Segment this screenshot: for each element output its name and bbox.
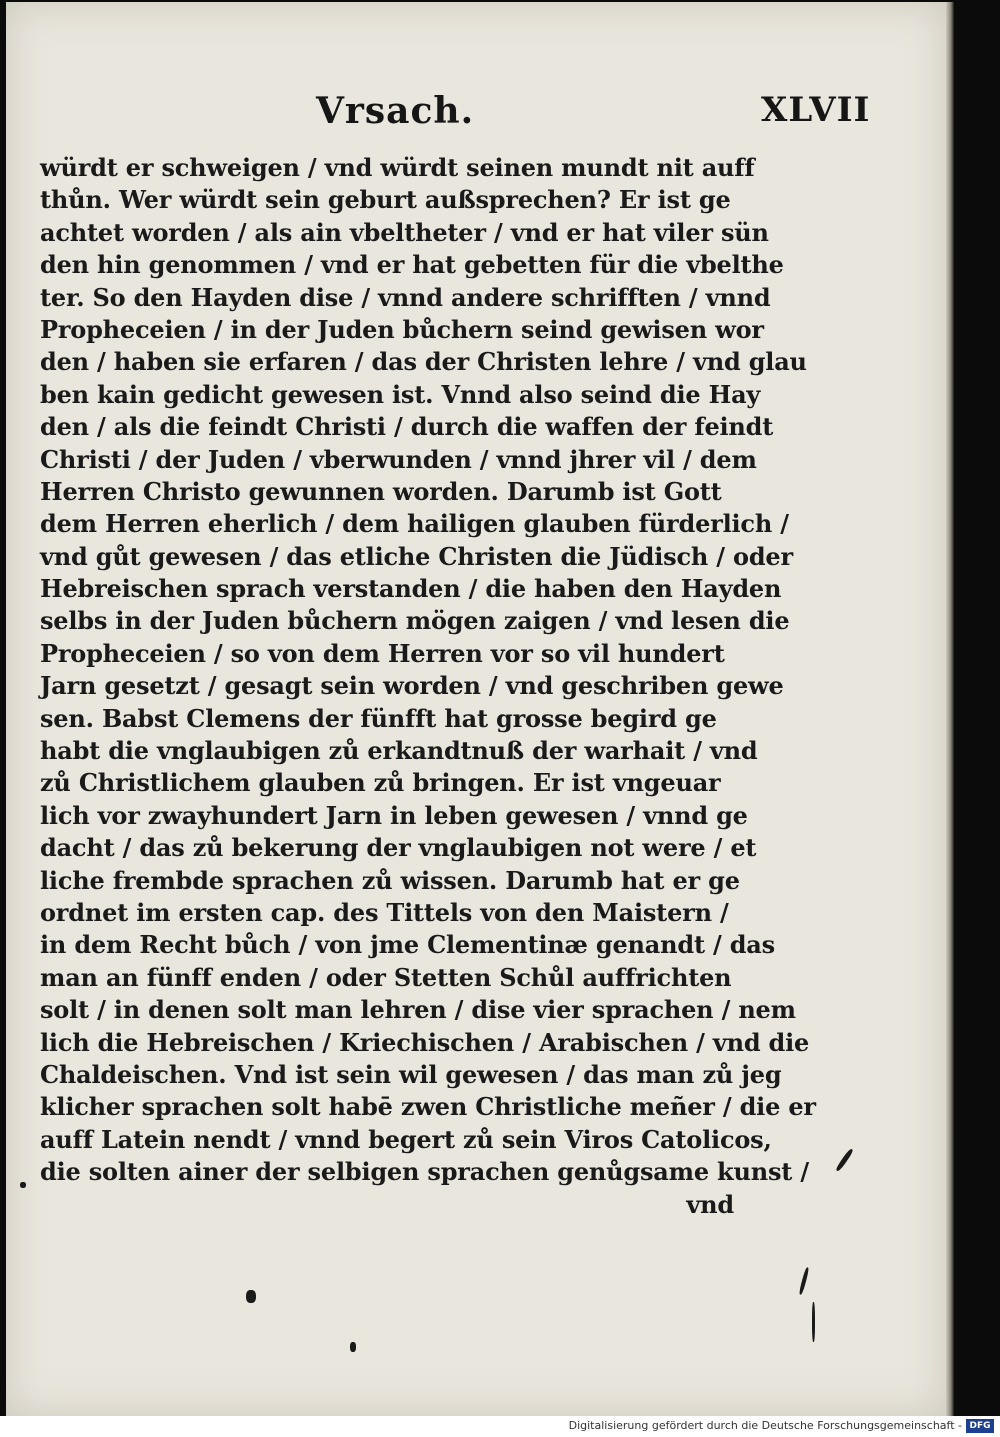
ink-stroke (835, 1148, 854, 1172)
text-line: in dem Recht bůch / von jme Clementinæ genandt / das (40, 930, 775, 960)
dfg-logo: DFG (966, 1419, 994, 1433)
text-line: Propheceien / in der Juden bůchern seind gewisen wor (40, 314, 764, 344)
ink-stroke (812, 1302, 815, 1342)
folio-number: XLVII (761, 90, 871, 130)
book-page (6, 2, 946, 1416)
funding-credit: Digitalisierung gefördert durch die Deutsche Forschungsgemeinschaft - (568, 1419, 962, 1432)
page-edge (946, 2, 954, 1416)
text-line: solt / in denen solt man lehren / dise vier sprachen / nem (40, 995, 796, 1025)
text-line: dacht / das zů bekerung der vnglaubigen not were / et (40, 833, 757, 863)
text-line: habt die vnglaubigen zů erkandtnuß der warhait / vnd (40, 736, 758, 766)
text-line: auff Latein nendt / vnnd begert zů sein Viros Catolicos, (40, 1124, 772, 1154)
text-line: man an fünff enden / oder Stetten Schůl auffrichten (40, 962, 732, 992)
text-line: sen. Babst Clemens der fünfft hat grosse begird ge (40, 703, 717, 733)
text-line: Propheceien / so von dem Herren vor so vil hundert (40, 638, 725, 668)
text-line: Jarn gesetzt / gesagt sein worden / vnd geschriben gewe (40, 671, 784, 701)
text-line: Hebreischen sprach verstanden / die haben den Hayden (40, 574, 782, 604)
text-line: Herren Christo gewunnen worden. Darumb ist Gott (40, 476, 722, 506)
text-line: Chaldeischen. Vnd ist sein wil gewesen / das man zů jeg (40, 1059, 782, 1089)
text-line: den / als die feindt Christi / durch die waffen der feindt (40, 412, 774, 442)
text-line: lich die Hebreischen / Kriechischen / Arabischen / vnd die (40, 1027, 810, 1057)
text-line: ter. So den Hayden dise / vnnd andere schrifften / vnnd (40, 282, 771, 312)
text-line: klicher sprachen solt habē zwen Christliche meñer / die er (40, 1092, 816, 1122)
text-line: selbs in der Juden bůchern mögen zaigen / vnd lesen die (40, 606, 790, 636)
text-line: ordnet im ersten cap. des Tittels von den Maistern / (40, 897, 729, 927)
text-line: zů Christlichem glauben zů bringen. Er ist vngeuar (40, 768, 721, 798)
text-line: liche frembde sprachen zů wissen. Darumb hat er ge (40, 865, 740, 895)
text-line: thůn. Wer würdt sein geburt außsprechen? Er ist ge (40, 185, 731, 215)
footer-bar (0, 1416, 1000, 1437)
ink-speck (350, 1342, 356, 1352)
text-line: achtet worden / als ain vbeltheter / vnd er hat viler sün (40, 217, 769, 247)
text-line: ben kain gedicht gewesen ist. Vnnd also seind die Hay (40, 379, 761, 409)
text-line: dem Herren eherlich / dem hailigen glauben fürderlich / (40, 509, 789, 539)
ink-speck (246, 1290, 256, 1303)
catchword: vnd (686, 1189, 734, 1219)
text-line: vnd gůt gewesen / das etliche Christen die Jüdisch / oder (40, 541, 793, 571)
text-line: würdt er schweigen / vnd würdt seinen mundt nit auff (40, 153, 755, 182)
ink-speck (20, 1182, 26, 1188)
text-block (40, 152, 816, 1221)
running-head: Vrsach. (316, 90, 475, 132)
text-line: die solten ainer der selbigen sprachen genůgsame kunst / (40, 1157, 809, 1187)
text-line: den / haben sie erfaren / das der Christen lehre / vnd glau (40, 347, 807, 377)
text-line: lich vor zwayhundert Jarn in leben gewesen / vnnd ge (40, 800, 748, 830)
ink-stroke (798, 1267, 809, 1295)
text-line: Christi / der Juden / vberwunden / vnnd jhrer vil / dem (40, 444, 757, 474)
text-line: den hin genommen / vnd er hat gebetten für die vbelthe (40, 250, 784, 280)
